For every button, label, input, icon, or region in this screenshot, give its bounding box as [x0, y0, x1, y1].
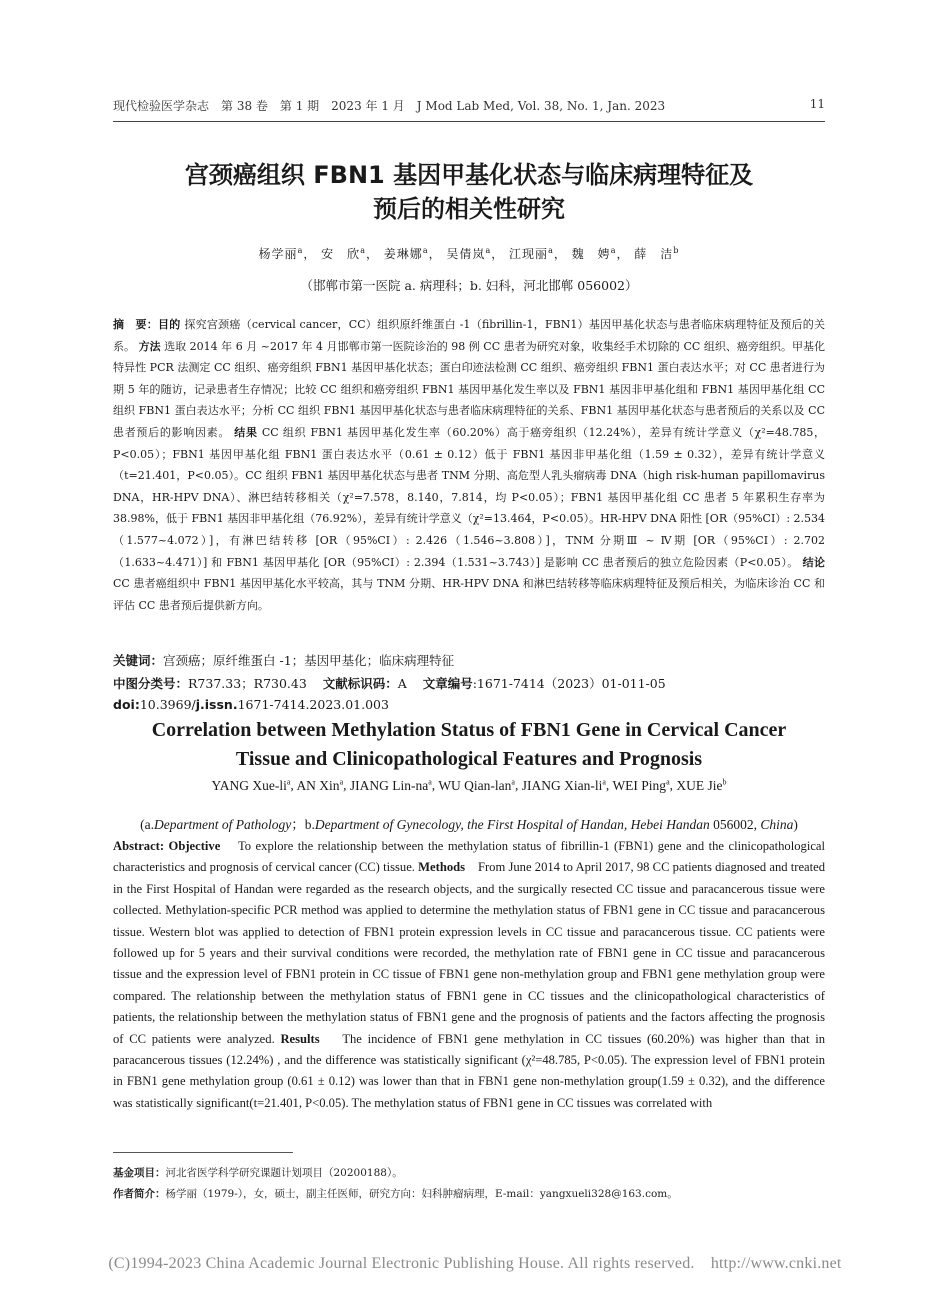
author-cn: 安 欣$^a$ [321, 246, 366, 261]
author-en: JIANG Lin-$na^a$ [349, 777, 432, 793]
abstract-cn [113, 314, 825, 616]
journal-citation: 现代检验医学杂志 第 38 卷 第 1 期 2023 年 1 月 J Mod Lab Med, Vol. 38, No. 1, Jan. 2023 [113, 99, 666, 113]
abstract-label: 摘 要： [113, 318, 159, 331]
author-en: JIANG Xian-$li^a$ [521, 777, 606, 793]
author-en: YANG Xue-$li^a$ [211, 777, 291, 793]
footnote-rule [113, 1152, 293, 1153]
doi [113, 697, 825, 712]
author-cn: 吴倩岚$^a$ [446, 246, 492, 261]
title-en-line1: Correlation between Methylation Status of FBN1 Gene in Cervical Cancer [151, 719, 787, 741]
results-en-text: The incidence of FBN1 gene methylation in CC tissues (60.20%) was higher than that in paracancerous tissues (12.24%) , and the difference was statistically significant (χ²=48.785, P<0.05). The expression level of FBN1 protein in FBN1 gene methylation group (0.61 ± 0.12) was lower than that in FBN1 gene non-methylation group(1.59 ± 0.32), and the difference was statistically significant(t=21.401, P<0.05). The methylation status of FBN1 gene in CC tissues was correlated with [113, 1031, 825, 1110]
running-head [113, 97, 825, 114]
conclusion-text: CC 患者癌组织中 FBN1 基因甲基化水平较高，其与 TNM 分期、HR-HPV DNA 和淋巴结转移等临床病理特征及预后相关，为临床诊治 CC 和评估 CC 患者预后提供新方向。 [113, 577, 825, 612]
clc-value: R737.33；R730.43 [188, 676, 307, 691]
author-cn: 姜琳娜$^a$ [383, 246, 429, 261]
results-label: 结果 [234, 425, 258, 439]
abstract-en-label: Abstract: Objective [113, 839, 221, 853]
methods-text: 选取 2014 年 6 月 ~2017 年 4 月邯郸市第一医院诊治的 98 例 CC 患者为研究对象，收集经手术切除的 CC 组织、癌旁组织。甲基化特异性 PCR 法测定 CC 组织、癌旁组织 FBN1 基因甲基化状态；蛋白印迹法检测 CC 组织、癌旁组织 FBN1 蛋白表达水平；对 CC 患者进行为期 5 年的随访，记录患者生存情况；比较 CC 组织和癌旁组织 FBN1 基因甲基化发生率以及 FBN1 基因非甲基化组和 FBN1 基因甲基化组 CC 组织 FBN1 蛋白表达水平；分析 CC 组织 FBN1 基因甲基化状态与患者临床病理特征的关系、FBN1 基因甲基化状态与患者预后的关系以及 CC 患者预后的影响因素。 [113, 339, 825, 439]
footnote-fund: 基金项目：河北省医学科学研究课题计划项目（20200188）。 [113, 1167, 403, 1179]
clc-label: 中图分类号： [113, 676, 189, 691]
methods-en-text: From June 2014 to April 2017, 98 CC patients diagnosed and treated in the First Hospital of Handan were regarded as the research objects, and the surgically resected CC tissue and paracancerous tissue were collected. Methylation-specific PCR method was applied to determine the methylation status of FBN1 gene in CC tissue and paracancerous tissue. Western blot was applied to detection of FBN1 protein expression levels in CC tissue and paracancerous tissue. CC patients were followed up for 5 years and their survival conditions were recorded, the methylation rate of FBN1 gene in CC tissue and paracancerous tissue and the expression level of FBN1 protein in CC tissue of FBN1 gene non-methylation group and FBN1 gene methylation group were compared. The relationship between the methylation status of FBN1 gene in CC tissues and the clinicopathological characteristics of patients, the relationship between the methylation status of FBN1 gene and the prognosis of patients and the factors affecting the prognosis of CC patients were analyzed. [113, 860, 825, 1046]
dept-gynecology: Department of Gynecology, the First Hospital of Handan, Hebei Handan [314, 817, 710, 832]
author-en: WU Qian-lan$^a$ [438, 777, 515, 793]
author-cn: 杨学丽$^a$ [258, 246, 304, 261]
abstract-en [113, 836, 825, 1146]
copyright-watermark: (C)1994-2023 China Academic Journal Electronic Publishing House. All rights reserved. http://www.cnki.net [108, 1255, 842, 1272]
affiliation-cn: （邯郸市第一医院 a. 病理科；b. 妇科，河北邯郸 056002） [300, 278, 638, 293]
keywords-text: 宫颈癌；原纤维蛋白 -1；基因甲基化；临床病理特征 [163, 653, 455, 668]
author-en: XUE Jie$^b$ [676, 777, 727, 793]
results-en-label: Results [280, 1031, 320, 1046]
dept-pathology: Department of Pathology [154, 817, 292, 832]
doi-label: doi: [113, 697, 140, 712]
author-cn: 薛 洁$^b$ [634, 246, 680, 261]
title-cn-line1: 宫颈癌组织 FBN1 基因甲基化状态与临床病理特征及 [184, 161, 754, 189]
results-text: CC 组织 FBN1 基因甲基化发生率（60.20%）高于癌旁组织（12.24%），差异有统计学意义（χ²=48.785，P<0.05）；FBN1 基因甲基化组 FBN1 蛋白表达水平（0.61 ± 0.12）低于 FBN1 基因非甲基化组（1.59 ± 0.32），差异有统计学意义（t=21.401，P<0.05）。CC 组织 FBN1 基因甲基化状态与患者 TNM 分期、高危型人乳头瘤病毒 DNA（high risk-human papillomavirus DNA，HR-HPV DNA）、淋巴结转移相关（χ²=7.578，8.140，7.814，均 P<0.05）；FBN1 基因甲基化组 CC 患者 5 年累积生存率为 38.98%，低于 FBN1 基因非甲基化组（76.92%），差异有统计学意义（χ²=13.464，P<0.05）。HR-HPV DNA 阳性 [OR（95%CI）: 2.534（1.577~4.072）]，有淋巴结转移 [OR（95%CI）: 2.426（1.546~3.808）]，TNM 分期Ⅲ ~ Ⅳ期 [OR（95%CI）: 2.702（1.633~4.471）] 和 FBN1 基因甲基化 [OR（95%CI）: 2.394（1.531~3.743）] 是影响 CC 患者预后的独立危险因素（P<0.05）。 [113, 425, 826, 569]
doc-code-value: A [397, 676, 407, 691]
country: China [760, 817, 794, 832]
affiliation-en: (a.Department of Pathology；b.Department of Gynecology, the First Hospital of Handan, Hebei Handan 056002, China) [140, 817, 798, 832]
authors-en: YANG Xue-$li^a$, AN Xin$^a$, JIANG Lin-$na^a$, WU Qian-lan$^a$, JIANG Xian-$li^a$, WEI Ping$^a$, XUE Jie$^b$ [211, 777, 727, 793]
doc-code-label: 文献标识码： [322, 676, 398, 691]
methods-en-label: Methods [418, 860, 466, 875]
article-number-value: :1671-7414（2023）01-011-05 [472, 676, 666, 691]
page-number: 11 [809, 97, 825, 111]
author-cn: 江现丽$^a$ [509, 246, 554, 261]
objective-en-text: To explore the relationship between the methylation status of fibrillin-1 (FBN1) gene and the clinicopathological characteristics and prognosis of cervical cancer (CC) tissue. [113, 839, 825, 875]
objective-label: 目的 [158, 318, 181, 331]
methods-label: 方法 [138, 339, 161, 353]
title-cn [113, 158, 825, 226]
doi-suffix: 1671-7414.2023.01.003 [237, 697, 389, 712]
doi-prefix: 10.3969/ [139, 697, 196, 712]
doi-bold: j.issn. [195, 697, 238, 712]
keywords [113, 651, 825, 669]
keywords-label: 关键词： [113, 653, 164, 668]
header-rule [113, 121, 825, 122]
author-cn: 魏 娉$^a$ [571, 246, 617, 261]
footnote-author: 作者简介：杨学丽（1979-），女，硕士，副主任医师，研究方向：妇科肿瘤病理，E-mail：yangxueli328@163.com。 [113, 1188, 678, 1200]
title-en [113, 716, 825, 774]
title-en-line2: Tissue and Clinicopathological Features and Prognosis [235, 748, 703, 770]
authors-cn: 杨学丽$^a$， 安 欣$^a$， 姜琳娜$^a$， 吴倩岚$^a$， 江现丽$^a$， 魏 娉$^a$， 薛 洁$^b$ [258, 246, 680, 261]
classification [113, 674, 825, 692]
objective-text: 探究宫颈癌（cervical cancer，CC）组织原纤维蛋白 -1（fibrillin-1，FBN1）基因甲基化状态与患者临床病理特征及预后的关系。 [113, 318, 826, 353]
title-cn-line2: 预后的相关性研究 [373, 195, 565, 223]
author-en: AN Xin$^a$ [296, 777, 344, 793]
article-number-label: 文章编号 [422, 676, 473, 691]
author-en: WEI Ping$^a$ [612, 777, 670, 793]
conclusion-label: 结论 [802, 555, 826, 569]
